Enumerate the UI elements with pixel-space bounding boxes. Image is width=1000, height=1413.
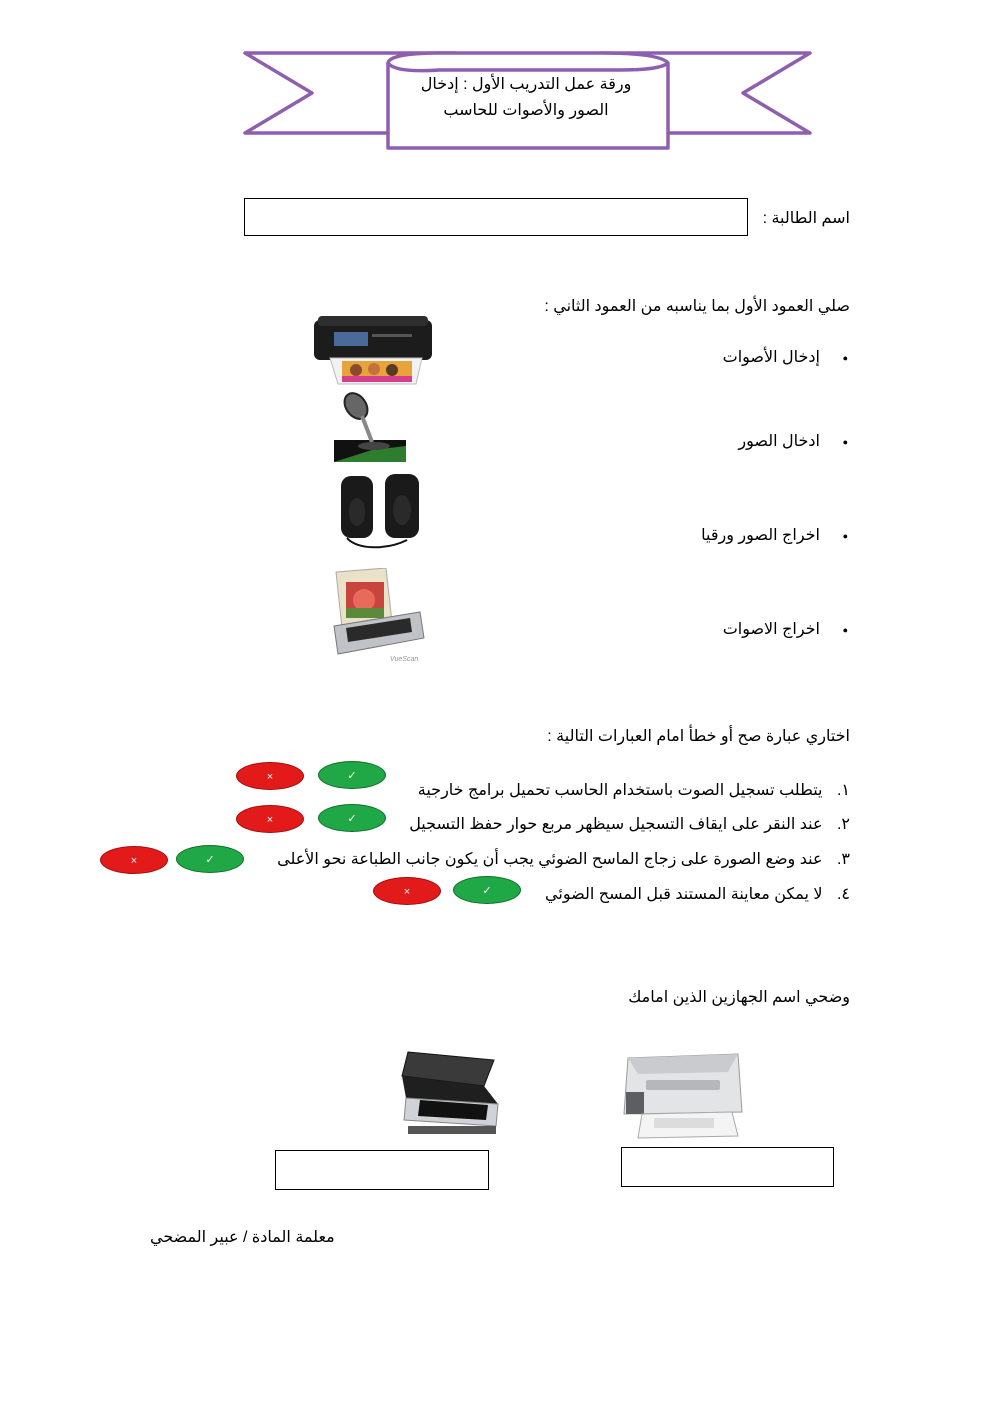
speakers-image[interactable]: [337, 472, 423, 550]
statement-3-number: ٣.: [836, 851, 850, 868]
statement-4-true-button[interactable]: ✓: [453, 876, 521, 904]
statement-3-text: عند وضع الصورة على زجاج الماسح الضوئي يجب أن يكون جانب الطباعة نحو الأعلى: [277, 851, 823, 868]
statement-1-text: يتطلب تسجيل الصوت باستخدام الحاسب تحميل برامج خارجية: [417, 782, 823, 799]
statement-4-false-button[interactable]: ×: [373, 877, 441, 905]
vuescan-scanner-image[interactable]: [328, 568, 426, 664]
student-name-label: اسم الطالبة :: [762, 210, 850, 227]
statement-2-true-button[interactable]: ✓: [318, 804, 386, 832]
microphone-image[interactable]: [332, 390, 408, 464]
true-false-instruction: اختاري عبارة صح أو خطأ امام العبارات التالية :: [547, 728, 850, 745]
statement-1: [418, 780, 850, 800]
student-name-field[interactable]: [244, 198, 748, 236]
match-item-1[interactable]: إدخال الأصوات ●: [723, 347, 820, 367]
title-line-1: ورقة عمل التدريب الأول : إدخال: [420, 76, 632, 93]
printer-name-answer[interactable]: [621, 1147, 834, 1187]
flatbed-scanner-image: [398, 1050, 502, 1138]
matching-instruction: صلي العمود الأول بما يناسبه من العمود الثاني :: [544, 298, 850, 315]
statement-1-true-button[interactable]: ✓: [318, 761, 386, 789]
statement-3-true-button[interactable]: ✓: [176, 845, 244, 873]
statement-4-text: لا يمكن معاينة المستند قبل المسح الضوئي: [545, 886, 823, 903]
statement-4: [545, 884, 850, 904]
vuescan-caption: VueScan: [390, 656, 419, 663]
match-item-3[interactable]: اخراج الصور ورقيا ●: [701, 525, 820, 545]
statement-3-false-button[interactable]: ×: [100, 846, 168, 874]
match-item-2[interactable]: ادخال الصور ●: [738, 431, 820, 451]
identify-instruction: وضحي اسم الجهازين الذين امامك: [628, 989, 850, 1006]
statement-1-false-button[interactable]: ×: [236, 762, 304, 790]
statement-3: [277, 849, 850, 869]
page-title: [395, 72, 657, 124]
statement-2-false-button[interactable]: ×: [236, 805, 304, 833]
laser-printer-image: [620, 1052, 746, 1140]
inkjet-printer-image[interactable]: [312, 314, 434, 386]
statement-4-number: ٤.: [836, 886, 850, 903]
statement-1-number: ١.: [836, 782, 850, 799]
statement-2: [409, 814, 850, 834]
scanner-name-answer[interactable]: [275, 1150, 489, 1190]
statement-2-text: عند النقر على ايقاف التسجيل سيظهر مربع حوار حفظ التسجيل: [409, 816, 823, 833]
statement-2-number: ٢.: [836, 816, 850, 833]
teacher-signature: معلمة المادة / عبير المضحي: [150, 1229, 335, 1246]
title-line-2: الصور والأصوات للحاسب: [443, 102, 609, 119]
match-item-4[interactable]: اخراج الاصوات ●: [723, 619, 820, 639]
